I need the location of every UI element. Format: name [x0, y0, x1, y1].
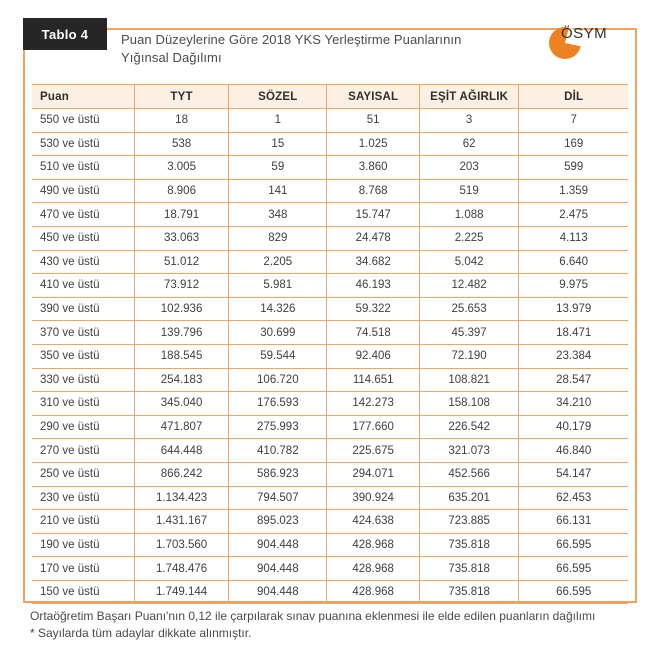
column-header-puan: Puan	[32, 85, 135, 109]
row-label-cell: 210 ve üstü	[32, 510, 135, 534]
value-cell: 34.210	[519, 392, 628, 416]
table-row	[32, 297, 628, 321]
row-label-cell: 530 ve üstü	[32, 132, 135, 156]
value-cell: 18	[135, 109, 229, 133]
value-cell: 34.682	[327, 250, 419, 274]
value-cell: 15.747	[327, 203, 419, 227]
value-cell: 1.025	[327, 132, 419, 156]
value-cell: 23.384	[519, 344, 628, 368]
table-row	[32, 462, 628, 486]
value-cell: 66.131	[519, 510, 628, 534]
table-header-row	[32, 85, 628, 109]
value-cell: 723.885	[419, 510, 519, 534]
row-label-cell: 270 ve üstü	[32, 439, 135, 463]
column-header-tyt: TYT	[135, 85, 229, 109]
table-row	[32, 226, 628, 250]
table-row	[32, 580, 628, 604]
row-label-cell: 490 ve üstü	[32, 179, 135, 203]
value-cell: 3.005	[135, 156, 229, 180]
table-row	[32, 132, 628, 156]
value-cell: 829	[229, 226, 327, 250]
value-cell: 59.544	[229, 344, 327, 368]
value-cell: 586.923	[229, 462, 327, 486]
value-cell: 177.660	[327, 415, 419, 439]
value-cell: 18.471	[519, 321, 628, 345]
value-cell: 25.653	[419, 297, 519, 321]
column-header-sozel: SÖZEL	[229, 85, 327, 109]
value-cell: 895.023	[229, 510, 327, 534]
value-cell: 66.595	[519, 580, 628, 604]
value-cell: 254.183	[135, 368, 229, 392]
table-row	[32, 557, 628, 581]
value-cell: 226.542	[419, 415, 519, 439]
osym-logo-text: ÖSYM	[561, 25, 608, 42]
value-cell: 62.453	[519, 486, 628, 510]
value-cell: 46.840	[519, 439, 628, 463]
value-cell: 3	[419, 109, 519, 133]
table-row	[32, 344, 628, 368]
value-cell: 45.397	[419, 321, 519, 345]
value-cell: 8.906	[135, 179, 229, 203]
value-cell: 141	[229, 179, 327, 203]
row-label-cell: 230 ve üstü	[32, 486, 135, 510]
value-cell: 1.703.560	[135, 533, 229, 557]
row-label-cell: 190 ve üstü	[32, 533, 135, 557]
value-cell: 1.359	[519, 179, 628, 203]
value-cell: 114.651	[327, 368, 419, 392]
value-cell: 1.749.144	[135, 580, 229, 604]
value-cell: 538	[135, 132, 229, 156]
column-header-dil: DİL	[519, 85, 628, 109]
value-cell: 188.545	[135, 344, 229, 368]
table-row	[32, 156, 628, 180]
value-cell: 5.042	[419, 250, 519, 274]
value-cell: 40.179	[519, 415, 628, 439]
table-row	[32, 368, 628, 392]
column-header-sayisal: SAYISAL	[327, 85, 419, 109]
value-cell: 59.322	[327, 297, 419, 321]
value-cell: 51	[327, 109, 419, 133]
value-cell: 74.518	[327, 321, 419, 345]
value-cell: 33.063	[135, 226, 229, 250]
value-cell: 3.860	[327, 156, 419, 180]
value-cell: 904.448	[229, 533, 327, 557]
value-cell: 428.968	[327, 580, 419, 604]
row-label-cell: 330 ve üstü	[32, 368, 135, 392]
value-cell: 1.748.476	[135, 557, 229, 581]
value-cell: 2.225	[419, 226, 519, 250]
value-cell: 72.190	[419, 344, 519, 368]
value-cell: 6.640	[519, 250, 628, 274]
value-cell: 46.193	[327, 274, 419, 298]
value-cell: 7	[519, 109, 628, 133]
value-cell: 904.448	[229, 557, 327, 581]
value-cell: 1	[229, 109, 327, 133]
value-cell: 158.108	[419, 392, 519, 416]
column-header-esit-agirlik: EŞİT AĞIRLIK	[419, 85, 519, 109]
table-row	[32, 203, 628, 227]
value-cell: 5.981	[229, 274, 327, 298]
row-label-cell: 410 ve üstü	[32, 274, 135, 298]
value-cell: 51.012	[135, 250, 229, 274]
value-cell: 452.566	[419, 462, 519, 486]
value-cell: 106.720	[229, 368, 327, 392]
table-row	[32, 533, 628, 557]
row-label-cell: 250 ve üstü	[32, 462, 135, 486]
value-cell: 599	[519, 156, 628, 180]
value-cell: 12.482	[419, 274, 519, 298]
score-distribution-table-wrap	[32, 84, 628, 604]
table-row	[32, 179, 628, 203]
value-cell: 904.448	[229, 580, 327, 604]
value-cell: 275.993	[229, 415, 327, 439]
value-cell: 348	[229, 203, 327, 227]
table-row	[32, 109, 628, 133]
value-cell: 225.675	[327, 439, 419, 463]
row-label-cell: 430 ve üstü	[32, 250, 135, 274]
footer-note-1: Ortaöğretim Başarı Puanı'nın 0,12 ile çarpılarak sınav puanına eklenmesi ile elde edilen puanların dağılımı	[30, 609, 596, 623]
row-label-cell: 370 ve üstü	[32, 321, 135, 345]
value-cell: 410.782	[229, 439, 327, 463]
table-card	[23, 25, 637, 603]
value-cell: 1.431.167	[135, 510, 229, 534]
table-row	[32, 392, 628, 416]
value-cell: 66.595	[519, 533, 628, 557]
row-label-cell: 550 ve üstü	[32, 109, 135, 133]
value-cell: 28.547	[519, 368, 628, 392]
value-cell: 66.595	[519, 557, 628, 581]
table-row	[32, 274, 628, 298]
value-cell: 1.088	[419, 203, 519, 227]
row-label-cell: 350 ve üstü	[32, 344, 135, 368]
row-label-cell: 310 ve üstü	[32, 392, 135, 416]
value-cell: 15	[229, 132, 327, 156]
value-cell: 2.205	[229, 250, 327, 274]
table-row	[32, 486, 628, 510]
value-cell: 345.040	[135, 392, 229, 416]
value-cell: 62	[419, 132, 519, 156]
table-row	[32, 439, 628, 463]
value-cell: 1.134.423	[135, 486, 229, 510]
value-cell: 30.699	[229, 321, 327, 345]
value-cell: 794.507	[229, 486, 327, 510]
table-row	[32, 510, 628, 534]
value-cell: 428.968	[327, 533, 419, 557]
table-title	[121, 31, 461, 66]
value-cell: 92.406	[327, 344, 419, 368]
table-number-label: Tablo 4	[41, 26, 89, 42]
value-cell: 73.912	[135, 274, 229, 298]
value-cell: 471.807	[135, 415, 229, 439]
value-cell: 2.475	[519, 203, 628, 227]
value-cell: 176.593	[229, 392, 327, 416]
table-row	[32, 250, 628, 274]
value-cell: 169	[519, 132, 628, 156]
row-label-cell: 450 ve üstü	[32, 226, 135, 250]
value-cell: 635.201	[419, 486, 519, 510]
value-cell: 4.113	[519, 226, 628, 250]
row-label-cell: 510 ve üstü	[32, 156, 135, 180]
value-cell: 14.326	[229, 297, 327, 321]
value-cell: 102.936	[135, 297, 229, 321]
value-cell: 142.273	[327, 392, 419, 416]
table-title-line2: Yığınsal Dağılımı	[121, 49, 222, 65]
row-label-cell: 170 ve üstü	[32, 557, 135, 581]
value-cell: 13.979	[519, 297, 628, 321]
table-row	[32, 415, 628, 439]
row-label-cell: 290 ve üstü	[32, 415, 135, 439]
footer-note-2: * Sayılarda tüm adaylar dikkate alınmıştır.	[30, 626, 252, 640]
value-cell: 644.448	[135, 439, 229, 463]
row-label-cell: 390 ve üstü	[32, 297, 135, 321]
osym-logo	[549, 24, 625, 64]
value-cell: 390.924	[327, 486, 419, 510]
value-cell: 9.975	[519, 274, 628, 298]
table-number-badge	[23, 18, 107, 50]
value-cell: 735.818	[419, 533, 519, 557]
value-cell: 294.071	[327, 462, 419, 486]
value-cell: 24.478	[327, 226, 419, 250]
footer-notes	[30, 608, 595, 642]
value-cell: 735.818	[419, 557, 519, 581]
value-cell: 139.796	[135, 321, 229, 345]
value-cell: 866.242	[135, 462, 229, 486]
value-cell: 59	[229, 156, 327, 180]
value-cell: 54.147	[519, 462, 628, 486]
row-label-cell: 470 ve üstü	[32, 203, 135, 227]
table-title-line1: Puan Düzeylerine Göre 2018 YKS Yerleştirme Puanlarının	[121, 32, 462, 47]
value-cell: 18.791	[135, 203, 229, 227]
value-cell: 735.818	[419, 580, 519, 604]
value-cell: 108.821	[419, 368, 519, 392]
row-label-cell: 150 ve üstü	[32, 580, 135, 604]
value-cell: 8.768	[327, 179, 419, 203]
score-distribution-table	[32, 84, 628, 604]
value-cell: 424.638	[327, 510, 419, 534]
table-row	[32, 321, 628, 345]
value-cell: 428.968	[327, 557, 419, 581]
value-cell: 203	[419, 156, 519, 180]
value-cell: 321.073	[419, 439, 519, 463]
value-cell: 519	[419, 179, 519, 203]
